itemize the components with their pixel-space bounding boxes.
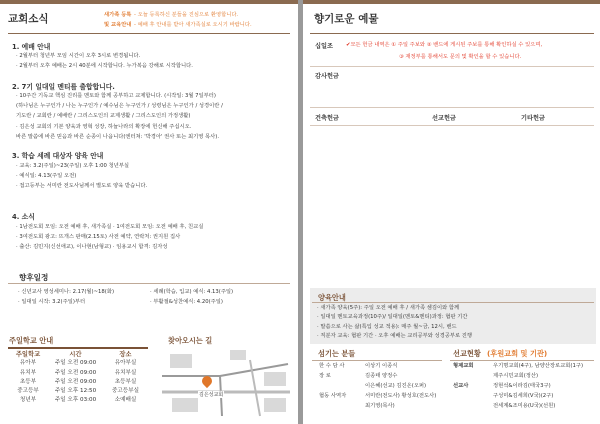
- section-line: · 접고등부는 서미란 전도사님께서 별도로 양육 받습니다.: [16, 183, 148, 190]
- top-bar: [303, 0, 600, 4]
- section-line: · 예식일: 4.13(주일 오전): [16, 173, 77, 180]
- missions-title: 선교현황: [453, 349, 481, 358]
- care-line: · 일대일 멘토교육과정(10주)/ 일대일(멘토&멘티)과정: 협판 기간: [317, 314, 468, 321]
- section-line: · 교육: 3.2(주일)~23(주일) 오후 1:00 청년부실: [16, 163, 130, 169]
- servants-title: 섬기는 분들: [318, 349, 356, 358]
- table-cell: 중고등부실: [111, 388, 140, 395]
- table-cell: 중고등부: [17, 388, 39, 395]
- table-cell: 유치부: [19, 369, 37, 376]
- mission-item: 우기명교회(4구), 남양산장로교회(1구): [493, 363, 584, 369]
- missions-subtitle: (후원교회 및 기관): [487, 349, 548, 358]
- left-page: [0, 0, 298, 424]
- right-page: [303, 0, 600, 424]
- mission-item: 구성미&김세희(V국)(2구): [493, 393, 554, 399]
- section-title: 2. 7기 일대일 멘티를 출합합니다.: [12, 83, 115, 91]
- table-row: [8, 396, 148, 405]
- table-cell: 초등부실: [114, 378, 137, 385]
- table-row: [8, 387, 148, 396]
- tithe-label: 십일조: [315, 43, 333, 50]
- page-title: 교회소식: [8, 13, 49, 25]
- table-cell: 주일 오전 09:00: [54, 360, 97, 367]
- building-offering-label: 건축헌금: [315, 115, 339, 122]
- divider: [310, 33, 594, 34]
- section-title: 4. 소식: [12, 213, 35, 221]
- divider: [8, 33, 290, 34]
- schedule-item: · 신년교사 영성세미나: 2.17(월)~18(화): [18, 289, 115, 295]
- care-title: 양육안내: [318, 293, 346, 302]
- section-line: 바른 말씀에 바른 믿음과 바른 순종이 나옵니다(엔터쳐: '박경아' 권사 또는 최기영 목사).: [16, 133, 220, 140]
- schedule-item: · 부활절&성찬예식: 4.20(주일): [150, 299, 223, 305]
- page-title: 향기로운 예물: [314, 13, 379, 25]
- section-line: · 10주간 기독교 핵심 진리를 멘토와 함께 공부하고 교제합니다. (시작일: 3월 7일부터): [16, 93, 216, 99]
- section-line: · 출산: 김민지(신선애교), 이나현(남형교) · 임용교시 합격: 김자성: [16, 244, 168, 251]
- column-header: 주일학교: [15, 351, 41, 358]
- servant-values: 이은혜(선교) 김진온(오퍼): [365, 383, 427, 389]
- divider: [310, 107, 594, 108]
- welcome-register-text: - 오늘 등록하신 분들을 진심으로 환영합니다.: [134, 12, 239, 18]
- table-cell: 청년부: [19, 397, 37, 404]
- divider: [310, 125, 594, 126]
- divider: [450, 360, 594, 361]
- section-line: 기도란 / 교회란 / 예배란 / 그리스도인의 교제생활 / 그리스도인의 가정생활): [16, 113, 191, 120]
- mission-item: 전세계&조미용(U국)(선원): [493, 403, 556, 409]
- other-offering-label: 기타헌금: [521, 115, 545, 122]
- section-line: · 김은성 교회의 기본 양육과 영혁 성장, 하늘나라의 확장에 헌신해 주십시오.: [16, 123, 192, 130]
- table-header-row: [8, 350, 148, 359]
- welcome-worship-text: - 예배 후 안내를 받아 새가족실로 오시기 바랍니다.: [134, 22, 252, 28]
- divider: [312, 302, 594, 303]
- section-line: · 2월부터 청년부 모임 시간이 오후 3시로 변경됩니다.: [16, 53, 141, 59]
- top-bar: [0, 0, 298, 4]
- table-cell: 유아부: [19, 360, 37, 367]
- servant-values: 이상기 이종식: [365, 363, 398, 369]
- table-cell: 소예배실: [114, 397, 137, 404]
- mission-item: 정현석&이라김(태국3구): [493, 383, 551, 389]
- mission-offering-label: 선교헌금: [432, 115, 456, 122]
- sunday-school-title: 주일학교 안내: [9, 336, 54, 345]
- servant-label: 협동 사역자: [319, 393, 347, 399]
- table-cell: 주일 오전 09:00: [54, 369, 97, 376]
- column-header: 시간: [69, 351, 82, 358]
- section-line: · 2월부터 오후 예배는 2시 40분에 시작합니다. 누가복음 강해로 시작합니다.: [16, 63, 193, 70]
- table-row: [8, 359, 148, 368]
- notice-line-1: ✔모든 헌금 내역은 ① 주일 주보와 ② 밴드에 게시된 주보를 통해 확인하실 수 있으며,: [346, 42, 543, 48]
- welcome-register-label: 새가족 등록: [104, 12, 132, 18]
- table-cell: 주일 오후 03:00: [54, 397, 97, 404]
- mission-item: 제주시민교회(정산): [493, 373, 539, 379]
- mission-group-label: 형제교회: [453, 363, 474, 369]
- mission-group-label: 선교사: [453, 383, 469, 389]
- care-line: · 말씀으로 사는 삶(특입 성교 적용): 매주 월~금, 12시, 밴드: [317, 323, 457, 330]
- table-cell: 유아부실: [114, 360, 137, 367]
- table-cell: 주일 오후 12:50: [54, 388, 97, 395]
- sunday-school-table: [8, 350, 148, 406]
- table-cell: 유치부실: [114, 369, 137, 376]
- schedule-item: · 일대일 시작: 3.2(주일)부터: [18, 299, 86, 305]
- map-title: 찾아오시는 길: [168, 336, 213, 345]
- schedule-item: · 세례(학습, 입교) 예식: 4.13(주일): [150, 289, 234, 295]
- section-title: 1. 예배 안내: [12, 43, 51, 51]
- map-illustration: [160, 346, 292, 418]
- column-header: 장소: [119, 351, 132, 358]
- thanks-offering-label: 감사헌금: [315, 73, 339, 80]
- section-line: · 1남전도회 모임: 오전 예배 후, 새가족실 · 1여전도회 모임: 오전 예배 후, 친교실: [16, 224, 204, 230]
- care-line: · 직분자 교육: 협판 기간 · 오후 예배는 교리공부와 성경공부로 진행: [317, 333, 473, 340]
- servant-values: 서미란(전도사) 황성호(전도사): [365, 393, 437, 399]
- table-row: [8, 378, 148, 387]
- table-cell: 초등부: [19, 378, 37, 385]
- divider: [312, 360, 442, 361]
- section-line: · 3여전도회 광고: 뜨개스 판매(2.15토) 사전 예약, 연락처: 권지원 집사: [16, 234, 181, 241]
- section-line: (하나님은 누구인가 / 나는 누구인가 / 예수님은 누구인가 / 성령님은 누구인가 / 성경이란 /: [16, 103, 223, 110]
- servant-label: 한 수 담 사: [319, 363, 345, 369]
- welcome-worship-label: 및 교육안내: [104, 22, 132, 28]
- table-cell: 주일 오전 09:00: [54, 378, 97, 385]
- servant-values: 최기영(목사): [365, 403, 395, 409]
- servant-values: 김종태 양정수: [365, 373, 398, 379]
- section-title: 3. 학습 세례 대상자 양육 안내: [12, 152, 104, 160]
- schedule-title: 향후일정: [19, 273, 49, 282]
- divider: [8, 347, 148, 349]
- care-line: · 새가족 양육(5주): 주일 오전 예배 후 / 새가족 셈김이와 함께: [317, 305, 460, 311]
- notice-line-2: ③ 재정부를 통해서도 문의 및 확인을 할 수 있습니다.: [399, 54, 522, 60]
- divider: [310, 66, 594, 67]
- table-row: [8, 369, 148, 378]
- divider: [8, 283, 290, 284]
- church-label: 김은성교회: [199, 392, 224, 398]
- servant-label: 장 로: [319, 373, 331, 379]
